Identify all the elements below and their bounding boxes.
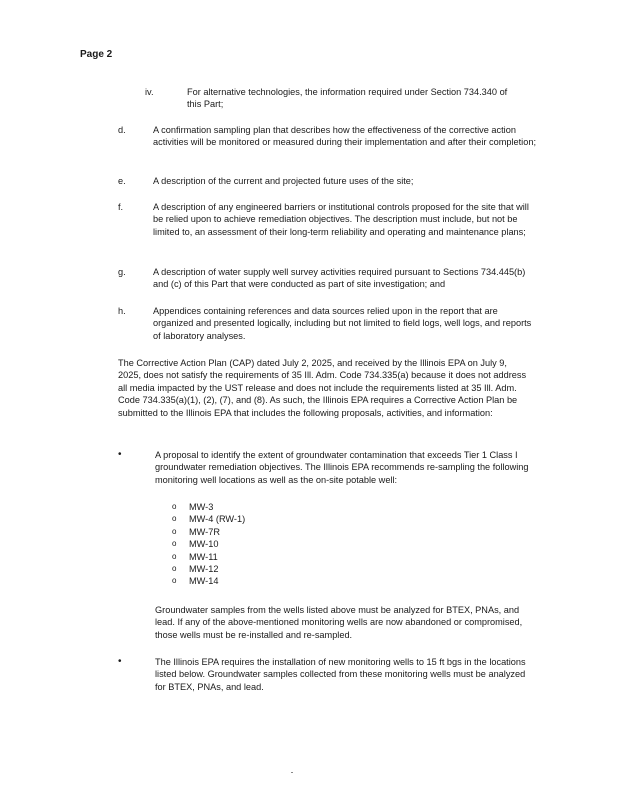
bullet-text: The Illinois EPA requires the installation of new monitoring wells to 15 ft bgs in the locations listed below. Groundwater samples collected from these monitoring wells must be analyzed for BTEX, PNAs, and lead. bbox=[155, 657, 526, 692]
list-item-text: A confirmation sampling plan that describes how the effectiveness of the corrective action activities will be monitored or measured during their implementation and after their completion; bbox=[153, 125, 536, 148]
list-item-text: Appendices containing references and data sources relied upon in the report that are organized and presented logically, including but not limited to field logs, well logs, and reports of laboratory analyses. bbox=[153, 306, 532, 341]
list-marker: iv. bbox=[145, 87, 154, 97]
list-marker: f. bbox=[118, 202, 124, 212]
bullet-follow-up-text: Groundwater samples from the wells listed above must be analyzed for BTEX, PNAs, and lead. If any of the above-mentioned monitoring wells are now abandoned or compromised, those wells must be re-installed and re-sampled. bbox=[155, 605, 523, 640]
list-item bbox=[172, 501, 245, 513]
page-number: Page 2 bbox=[80, 49, 113, 60]
monitoring-well-list bbox=[172, 501, 245, 588]
list-item-text: A description of water supply well survey activities required pursuant to Sections 734.445(b) and (c) of this Part that were conducted as part of site investigation; and bbox=[153, 267, 526, 290]
list-item-text: A description of any engineered barriers or institutional controls proposed for the site that will be relied upon to achieve remediation objectives. The description must include, but not be limited to, an assessment of their long-term reliability and operating and maintenance plans; bbox=[153, 202, 529, 237]
sub-bullet-symbol: o bbox=[172, 539, 177, 549]
well-id: MW-14 bbox=[189, 576, 219, 587]
list-marker: g. bbox=[118, 267, 126, 277]
sub-bullet-symbol: o bbox=[172, 514, 177, 524]
scan-speck bbox=[291, 772, 293, 773]
list-item-text: For alternative technologies, the information required under Section 734.340 of this Part; bbox=[187, 87, 508, 110]
list-marker: e. bbox=[118, 176, 126, 186]
well-id: MW-11 bbox=[189, 551, 218, 562]
well-id: MW-4 (RW-1) bbox=[189, 514, 246, 525]
list-marker: h. bbox=[118, 306, 126, 316]
sub-bullet-symbol: o bbox=[172, 551, 177, 561]
list-item bbox=[172, 526, 245, 538]
list-item bbox=[172, 563, 245, 575]
list-item bbox=[172, 513, 245, 525]
list-marker: d. bbox=[118, 125, 126, 135]
sub-bullet-symbol: o bbox=[172, 576, 177, 586]
sub-bullet-symbol: o bbox=[172, 502, 177, 511]
list-item bbox=[172, 538, 245, 550]
sub-bullet-symbol: o bbox=[172, 526, 177, 536]
bullet-text: A proposal to identify the extent of groundwater contamination that exceeds Tier 1 Class I groundwater remediation objectives. The Illinois EPA recommends re-sampling the following monitoring well locations as well as the on-site potable well: bbox=[155, 450, 529, 485]
bullet-symbol: • bbox=[118, 656, 122, 667]
body-paragraph: The Corrective Action Plan (CAP) dated July 2, 2025, and received by the Illinois EPA on July 9, 2025, does not satisfy the requirements of 35 Ill. Adm. Code 734.335(a) because it does not address all media impacted by the UST release and does not include the requirements listed at 35 Ill. Adm. Code 734.335(a)(1), (2), (7), and (8). As such, the Illinois EPA requires a Corrective Action Plan be submitted to the Illinois EPA that includes the following proposals, activities, and information: bbox=[118, 358, 527, 418]
sub-bullet-symbol: o bbox=[172, 563, 177, 573]
well-id: MW-7R bbox=[189, 526, 220, 537]
bullet-symbol: • bbox=[118, 449, 122, 460]
list-item bbox=[172, 575, 245, 587]
list-item bbox=[172, 551, 245, 563]
list-item-text: A description of the current and projected future uses of the site; bbox=[153, 176, 414, 186]
well-id: MW-12 bbox=[189, 563, 219, 574]
well-id: MW-3 bbox=[189, 502, 214, 512]
well-id: MW-10 bbox=[189, 539, 219, 550]
